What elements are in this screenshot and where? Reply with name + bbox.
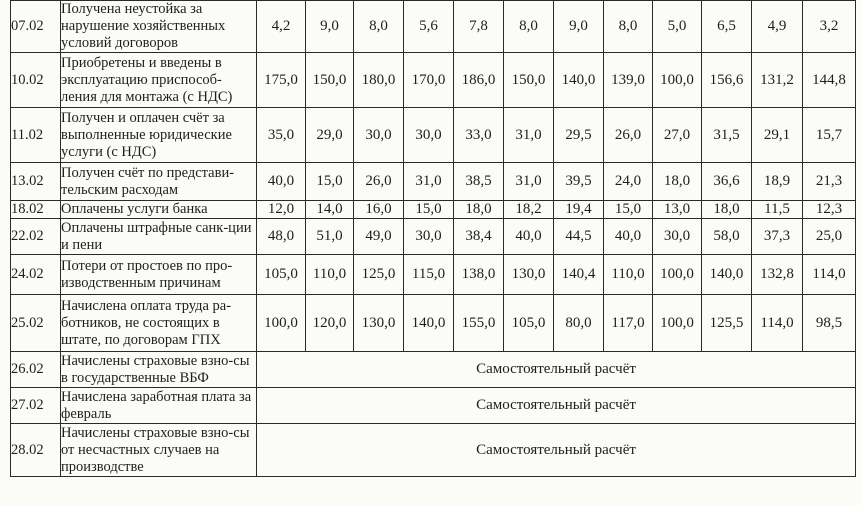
variant-value-4: 30,0 [404,108,454,163]
variant-value-9: 13,0 [653,201,702,219]
variant-value-9: 27,0 [653,108,702,163]
variant-value-2: 29,0 [306,108,354,163]
variant-value-1: 105,0 [257,255,306,295]
variant-value-7: 19,4 [554,201,604,219]
variant-value-1: 48,0 [257,219,306,255]
variant-value-12: 21,3 [803,163,856,201]
variant-value-1: 4,2 [257,1,306,53]
table-row [11,163,856,201]
variant-value-2: 120,0 [306,295,354,352]
variant-value-5: 7,8 [454,1,504,53]
row-description: Начислены страховые взно-сы от несчастных случаев на производстве [61,424,257,477]
table-row [11,424,856,477]
table-row [11,255,856,295]
variant-value-12: 3,2 [803,1,856,53]
variant-value-12: 12,3 [803,201,856,219]
variant-value-11: 37,3 [752,219,803,255]
merged-note: Самостоятельный расчёт [257,424,856,477]
variant-value-2: 51,0 [306,219,354,255]
variant-value-6: 105,0 [504,295,554,352]
variant-value-4: 31,0 [404,163,454,201]
variant-value-3: 16,0 [354,201,404,219]
row-date: 10.02 [11,53,61,108]
merged-note: Самостоятельный расчёт [257,388,856,424]
row-date: 26.02 [11,352,61,388]
variant-value-2: 15,0 [306,163,354,201]
variant-value-8: 15,0 [604,201,653,219]
variant-value-3: 26,0 [354,163,404,201]
row-description: Получен и оплачен счёт за выполненные юридические услуги (с НДС) [61,108,257,163]
variant-value-8: 26,0 [604,108,653,163]
variant-value-11: 132,8 [752,255,803,295]
row-date: 11.02 [11,108,61,163]
variant-value-4: 140,0 [404,295,454,352]
variant-value-7: 140,4 [554,255,604,295]
variant-value-1: 40,0 [257,163,306,201]
variant-value-11: 131,2 [752,53,803,108]
variant-value-6: 18,2 [504,201,554,219]
row-description: Получена неустойка за нарушение хозяйственных условий договоров [61,1,257,53]
variant-value-4: 170,0 [404,53,454,108]
row-description: Начислена заработная плата за февраль [61,388,257,424]
variant-value-3: 49,0 [354,219,404,255]
table-row [11,1,856,53]
variant-value-3: 180,0 [354,53,404,108]
variant-value-1: 12,0 [257,201,306,219]
variant-value-12: 114,0 [803,255,856,295]
row-date: 28.02 [11,424,61,477]
variant-value-10: 125,5 [702,295,752,352]
variant-value-10: 156,6 [702,53,752,108]
variant-value-11: 18,9 [752,163,803,201]
merged-note: Самостоятельный расчёт [257,352,856,388]
table-row [11,352,856,388]
variant-value-8: 117,0 [604,295,653,352]
row-date: 22.02 [11,219,61,255]
row-description: Оплачены услуги банка [61,201,257,219]
table-row [11,388,856,424]
row-description: Оплачены штрафные санк-ции и пени [61,219,257,255]
variant-value-8: 24,0 [604,163,653,201]
transactions-table [10,0,856,477]
table-row [11,219,856,255]
variant-value-3: 8,0 [354,1,404,53]
variant-value-4: 15,0 [404,201,454,219]
variant-value-6: 8,0 [504,1,554,53]
row-date: 18.02 [11,201,61,219]
row-date: 25.02 [11,295,61,352]
variant-value-9: 100,0 [653,53,702,108]
variant-value-9: 100,0 [653,255,702,295]
variant-value-7: 9,0 [554,1,604,53]
variant-value-9: 30,0 [653,219,702,255]
variant-value-6: 31,0 [504,108,554,163]
variant-value-7: 80,0 [554,295,604,352]
variant-value-12: 98,5 [803,295,856,352]
variant-value-10: 36,6 [702,163,752,201]
variant-value-1: 100,0 [257,295,306,352]
variant-value-10: 6,5 [702,1,752,53]
variant-value-11: 4,9 [752,1,803,53]
variant-value-9: 18,0 [653,163,702,201]
variant-value-8: 40,0 [604,219,653,255]
variant-value-12: 144,8 [803,53,856,108]
variant-value-5: 33,0 [454,108,504,163]
row-description: Потери от простоев по про-изводственным причинам [61,255,257,295]
variant-value-10: 140,0 [702,255,752,295]
variant-value-1: 35,0 [257,108,306,163]
variant-value-11: 114,0 [752,295,803,352]
variant-value-10: 31,5 [702,108,752,163]
variant-value-6: 150,0 [504,53,554,108]
variant-value-11: 11,5 [752,201,803,219]
variant-value-2: 14,0 [306,201,354,219]
variant-value-1: 175,0 [257,53,306,108]
variant-value-5: 186,0 [454,53,504,108]
variant-value-6: 40,0 [504,219,554,255]
variant-value-2: 110,0 [306,255,354,295]
variant-value-3: 30,0 [354,108,404,163]
table-row [11,53,856,108]
row-description: Приобретены и введены в эксплуатацию приспособ-ления для монтажа (с НДС) [61,53,257,108]
variant-value-2: 150,0 [306,53,354,108]
row-date: 07.02 [11,1,61,53]
row-description: Начислена оплата труда ра-ботников, не состоящих в штате, по договорам ГПХ [61,295,257,352]
variant-value-7: 140,0 [554,53,604,108]
variant-value-2: 9,0 [306,1,354,53]
variant-value-4: 115,0 [404,255,454,295]
variant-value-7: 29,5 [554,108,604,163]
row-date: 24.02 [11,255,61,295]
variant-value-7: 44,5 [554,219,604,255]
variant-value-7: 39,5 [554,163,604,201]
variant-value-10: 18,0 [702,201,752,219]
variant-value-8: 139,0 [604,53,653,108]
variant-value-5: 138,0 [454,255,504,295]
table-row [11,108,856,163]
variant-value-5: 38,4 [454,219,504,255]
variant-value-6: 130,0 [504,255,554,295]
variant-value-9: 5,0 [653,1,702,53]
variant-value-6: 31,0 [504,163,554,201]
variant-value-12: 15,7 [803,108,856,163]
variant-value-5: 18,0 [454,201,504,219]
variant-value-5: 38,5 [454,163,504,201]
row-date: 13.02 [11,163,61,201]
variant-value-8: 8,0 [604,1,653,53]
variant-value-10: 58,0 [702,219,752,255]
row-description: Начислены страховые взно-сы в государственные ВБФ [61,352,257,388]
variant-value-4: 30,0 [404,219,454,255]
variant-value-5: 155,0 [454,295,504,352]
variant-value-3: 125,0 [354,255,404,295]
variant-value-3: 130,0 [354,295,404,352]
table-row [11,201,856,219]
variant-value-12: 25,0 [803,219,856,255]
variant-value-8: 110,0 [604,255,653,295]
variant-value-11: 29,1 [752,108,803,163]
row-date: 27.02 [11,388,61,424]
variant-value-9: 100,0 [653,295,702,352]
variant-value-4: 5,6 [404,1,454,53]
table-row [11,295,856,352]
row-description: Получен счёт по представи-тельским расходам [61,163,257,201]
